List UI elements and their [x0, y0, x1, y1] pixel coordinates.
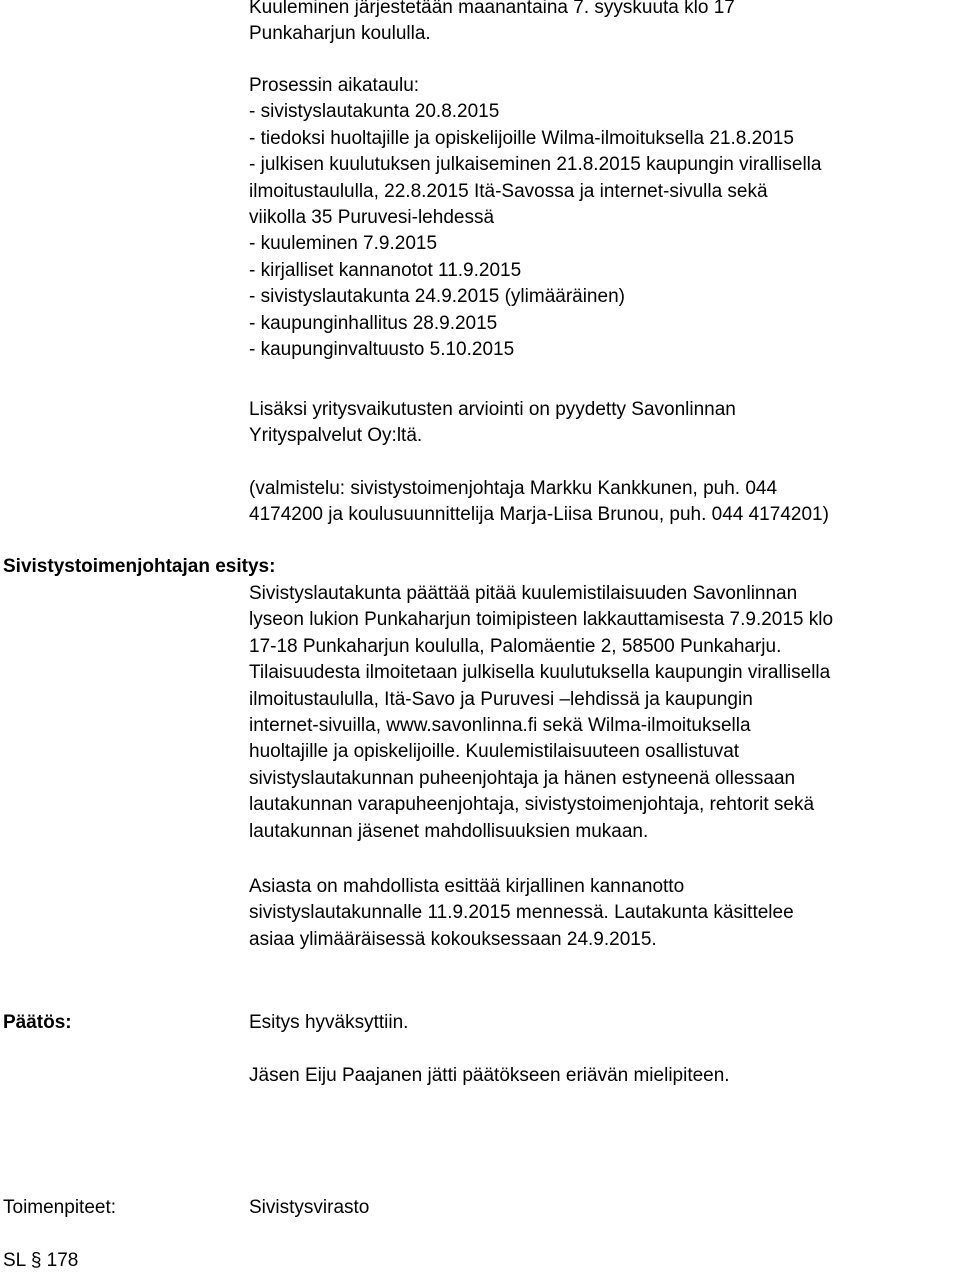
schedule-heading: Prosessin aikataulu: [249, 75, 420, 96]
proposal-line: lyseon lukion Punkaharjun toimipisteen lakkauttamisesta 7.9.2015 klo [249, 609, 834, 631]
written-statement-line: sivistyslautakunnalle 11.9.2015 mennessä. Lautakunta käsittelee [249, 902, 794, 924]
intro-line: Punkaharjun koululla. [249, 23, 431, 45]
proposal-line: huoltajille ja opiskelijoille. Kuulemistilaisuuteen osallistuvat [249, 741, 740, 763]
schedule-line: ilmoitustaululla, 22.8.2015 Itä-Savossa ja internet-sivulla sekä [249, 180, 768, 202]
schedule-line: - julkisen kuulutuksen julkaiseminen 21.8.2015 kaupungin virallisella [249, 154, 822, 176]
proposal-block [249, 581, 949, 845]
schedule-block [249, 73, 949, 363]
actions-label: Toimenpiteet: [3, 1197, 117, 1218]
preparer-line: (valmistelu: sivistystoimenjohtaja Markku Kankkunen, puh. 044 [249, 478, 778, 499]
proposal-label: Sivistystoimenjohtajan esitys: [3, 556, 276, 577]
proposal-line: lautakunnan jäsenet mahdollisuuksien mukaan. [249, 820, 649, 842]
schedule-line: - kaupunginhallitus 28.9.2015 [249, 312, 498, 334]
assessment-line: Lisäksi yritysvaikutusten arviointi on pyydetty Savonlinnan [249, 399, 736, 420]
schedule-line: - tiedoksi huoltajille ja opiskelijoille Wilma-ilmoituksella 21.8.2015 [249, 127, 794, 149]
assessment-line: Yrityspalvelut Oy:ltä. [249, 425, 423, 447]
preparer-line: 4174200 ja koulusuunnittelija Marja-Liisa Brunou, puh. 044 4174201) [249, 504, 829, 526]
written-statement-line: Asiasta on mahdollista esittää kirjallinen kannanotto [249, 876, 685, 897]
preparer-block [249, 476, 949, 529]
assessment-block [249, 397, 949, 450]
actions-value: Sivistysvirasto [249, 1197, 370, 1218]
proposal-line: sivistyslautakunnan puheenjohtaja ja hänen estyneenä ollessaan [249, 767, 796, 789]
schedule-line: - sivistyslautakunta 24.9.2015 (ylimääräinen) [249, 286, 625, 308]
written-statement-line: asiaa ylimääräisessä kokouksessaan 24.9.2015. [249, 928, 657, 950]
proposal-line: Sivistyslautakunta päättää pitää kuulemistilaisuuden Savonlinnan [249, 583, 798, 604]
decision-note: Jäsen Eiju Paajanen jätti päätökseen eriävän mielipiteen. [249, 1065, 730, 1086]
proposal-line: 17-18 Punkaharjun koululla, Palomäentie 2, 58500 Punkaharju. [249, 635, 782, 657]
section-number: SL § 178 [3, 1250, 79, 1271]
schedule-line: - sivistyslautakunta 20.8.2015 [249, 101, 500, 123]
proposal-line: internet-sivuilla, www.savonlinna.fi sekä Wilma-ilmoituksella [249, 715, 751, 737]
schedule-line: viikolla 35 Puruvesi-lehdessä [249, 207, 495, 229]
schedule-line: - kirjalliset kannanotot 11.9.2015 [249, 259, 522, 281]
proposal-line: Tilaisuudesta ilmoitetaan julkisella kuulutuksella kaupungin virallisella [249, 662, 831, 684]
decision-text: Esitys hyväksyttiin. [249, 1012, 409, 1033]
proposal-line: ilmoitustaululla, Itä-Savo ja Puruvesi –lehdissä ja kaupungin [249, 688, 753, 710]
intro-block [249, 0, 949, 48]
written-statement-block [249, 874, 949, 953]
schedule-line: - kaupunginvaltuusto 5.10.2015 [249, 339, 515, 361]
intro-line: Kuuleminen järjestetään maanantaina 7. syyskuuta klo 17 [249, 0, 735, 18]
decision-label: Päätös: [3, 1012, 72, 1033]
proposal-line: lautakunnan varapuheenjohtaja, sivistystoimenjohtaja, rehtorit sekä [249, 794, 815, 816]
schedule-line: - kuuleminen 7.9.2015 [249, 233, 438, 255]
